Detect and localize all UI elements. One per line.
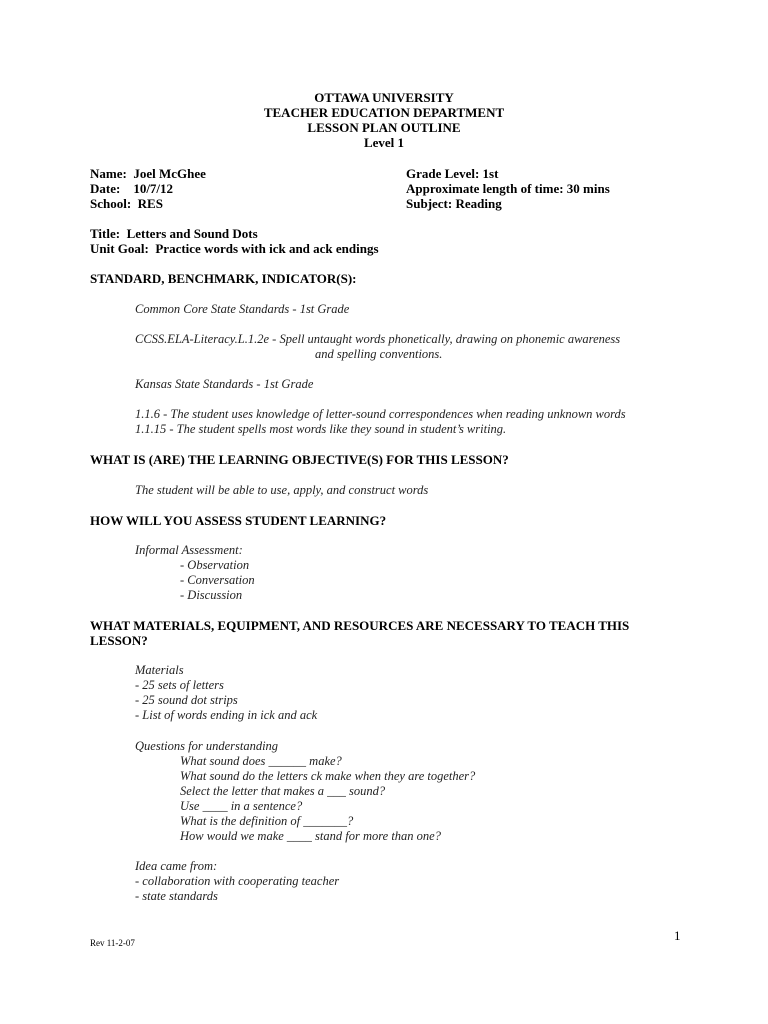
- date-field: Date: 10/7/12: [90, 181, 174, 196]
- school-field: School: RES: [90, 196, 163, 211]
- unit-goal: Unit Goal: Practice words with ick and ack endings: [90, 241, 379, 256]
- level-label: Level 1: [363, 135, 405, 150]
- materials-heading-cont: LESSON?: [90, 633, 148, 648]
- grade-level-field: Grade Level: 1st: [406, 166, 499, 181]
- idea-source-item: - collaboration with cooperating teacher: [135, 874, 340, 888]
- questions-title: Questions for understanding: [135, 739, 279, 753]
- materials-item: - 25 sound dot strips: [135, 693, 238, 707]
- lesson-title: Title: Letters and Sound Dots: [90, 226, 258, 241]
- assessment-item: - Conversation: [180, 573, 255, 587]
- university-name: OTTAWA UNIVERSITY: [314, 90, 454, 105]
- name-field: Name: Joel McGhee: [90, 166, 206, 181]
- question-item: What is the definition of _______?: [180, 814, 354, 828]
- department-name: TEACHER EDUCATION DEPARTMENT: [263, 105, 505, 120]
- materials-item: - List of words ending in ick and ack: [135, 708, 318, 722]
- question-item: How would we make ____ stand for more than one?: [180, 829, 441, 843]
- revision-label: Rev 11-2-07: [90, 938, 135, 948]
- question-item: Select the letter that makes a ___ sound?: [180, 784, 386, 798]
- assessment-title: Informal Assessment:: [135, 543, 243, 557]
- objective-heading: WHAT IS (ARE) THE LEARNING OBJECTIVE(S) FOR THIS LESSON?: [90, 452, 509, 467]
- document-title: LESSON PLAN OUTLINE: [307, 120, 461, 135]
- kansas-standards-title: Kansas State Standards - 1st Grade: [135, 377, 314, 391]
- assessment-item: - Observation: [180, 558, 250, 572]
- question-item: Use ____ in a sentence?: [180, 799, 303, 813]
- standards-heading: STANDARD, BENCHMARK, INDICATOR(S):: [90, 271, 357, 286]
- materials-title: Materials: [135, 663, 184, 677]
- materials-heading: WHAT MATERIALS, EQUIPMENT, AND RESOURCES ARE NECESSARY TO TEACH THIS: [90, 618, 630, 633]
- ccss-standard-line1: CCSS.ELA-Literacy.L.1.2e - Spell untaught words phonetically, drawing on phonemic awareness: [135, 332, 621, 346]
- subject-field: Subject: Reading: [406, 196, 502, 211]
- kansas-standard-1: 1.1.6 - The student uses knowledge of letter-sound correspondences when reading unknown words: [135, 407, 626, 421]
- question-item: What sound does ______ make?: [180, 754, 342, 768]
- question-item: What sound do the letters ck make when they are together?: [180, 769, 476, 783]
- assessment-heading: HOW WILL YOU ASSESS STUDENT LEARNING?: [90, 513, 387, 528]
- kansas-standard-2: 1.1.15 - The student spells most words like they sound in student’s writing.: [135, 422, 507, 436]
- assessment-item: - Discussion: [180, 588, 243, 602]
- common-core-title: Common Core State Standards - 1st Grade: [135, 302, 350, 316]
- length-of-time-field: Approximate length of time: 30 mins: [406, 181, 610, 196]
- objective-text: The student will be able to use, apply, and construct words: [135, 483, 429, 497]
- idea-source-title: Idea came from:: [135, 859, 218, 873]
- ccss-standard-line2: and spelling conventions.: [315, 347, 443, 361]
- page-number: 1: [674, 928, 681, 943]
- materials-item: - 25 sets of letters: [135, 678, 224, 692]
- idea-source-item: - state standards: [135, 889, 218, 903]
